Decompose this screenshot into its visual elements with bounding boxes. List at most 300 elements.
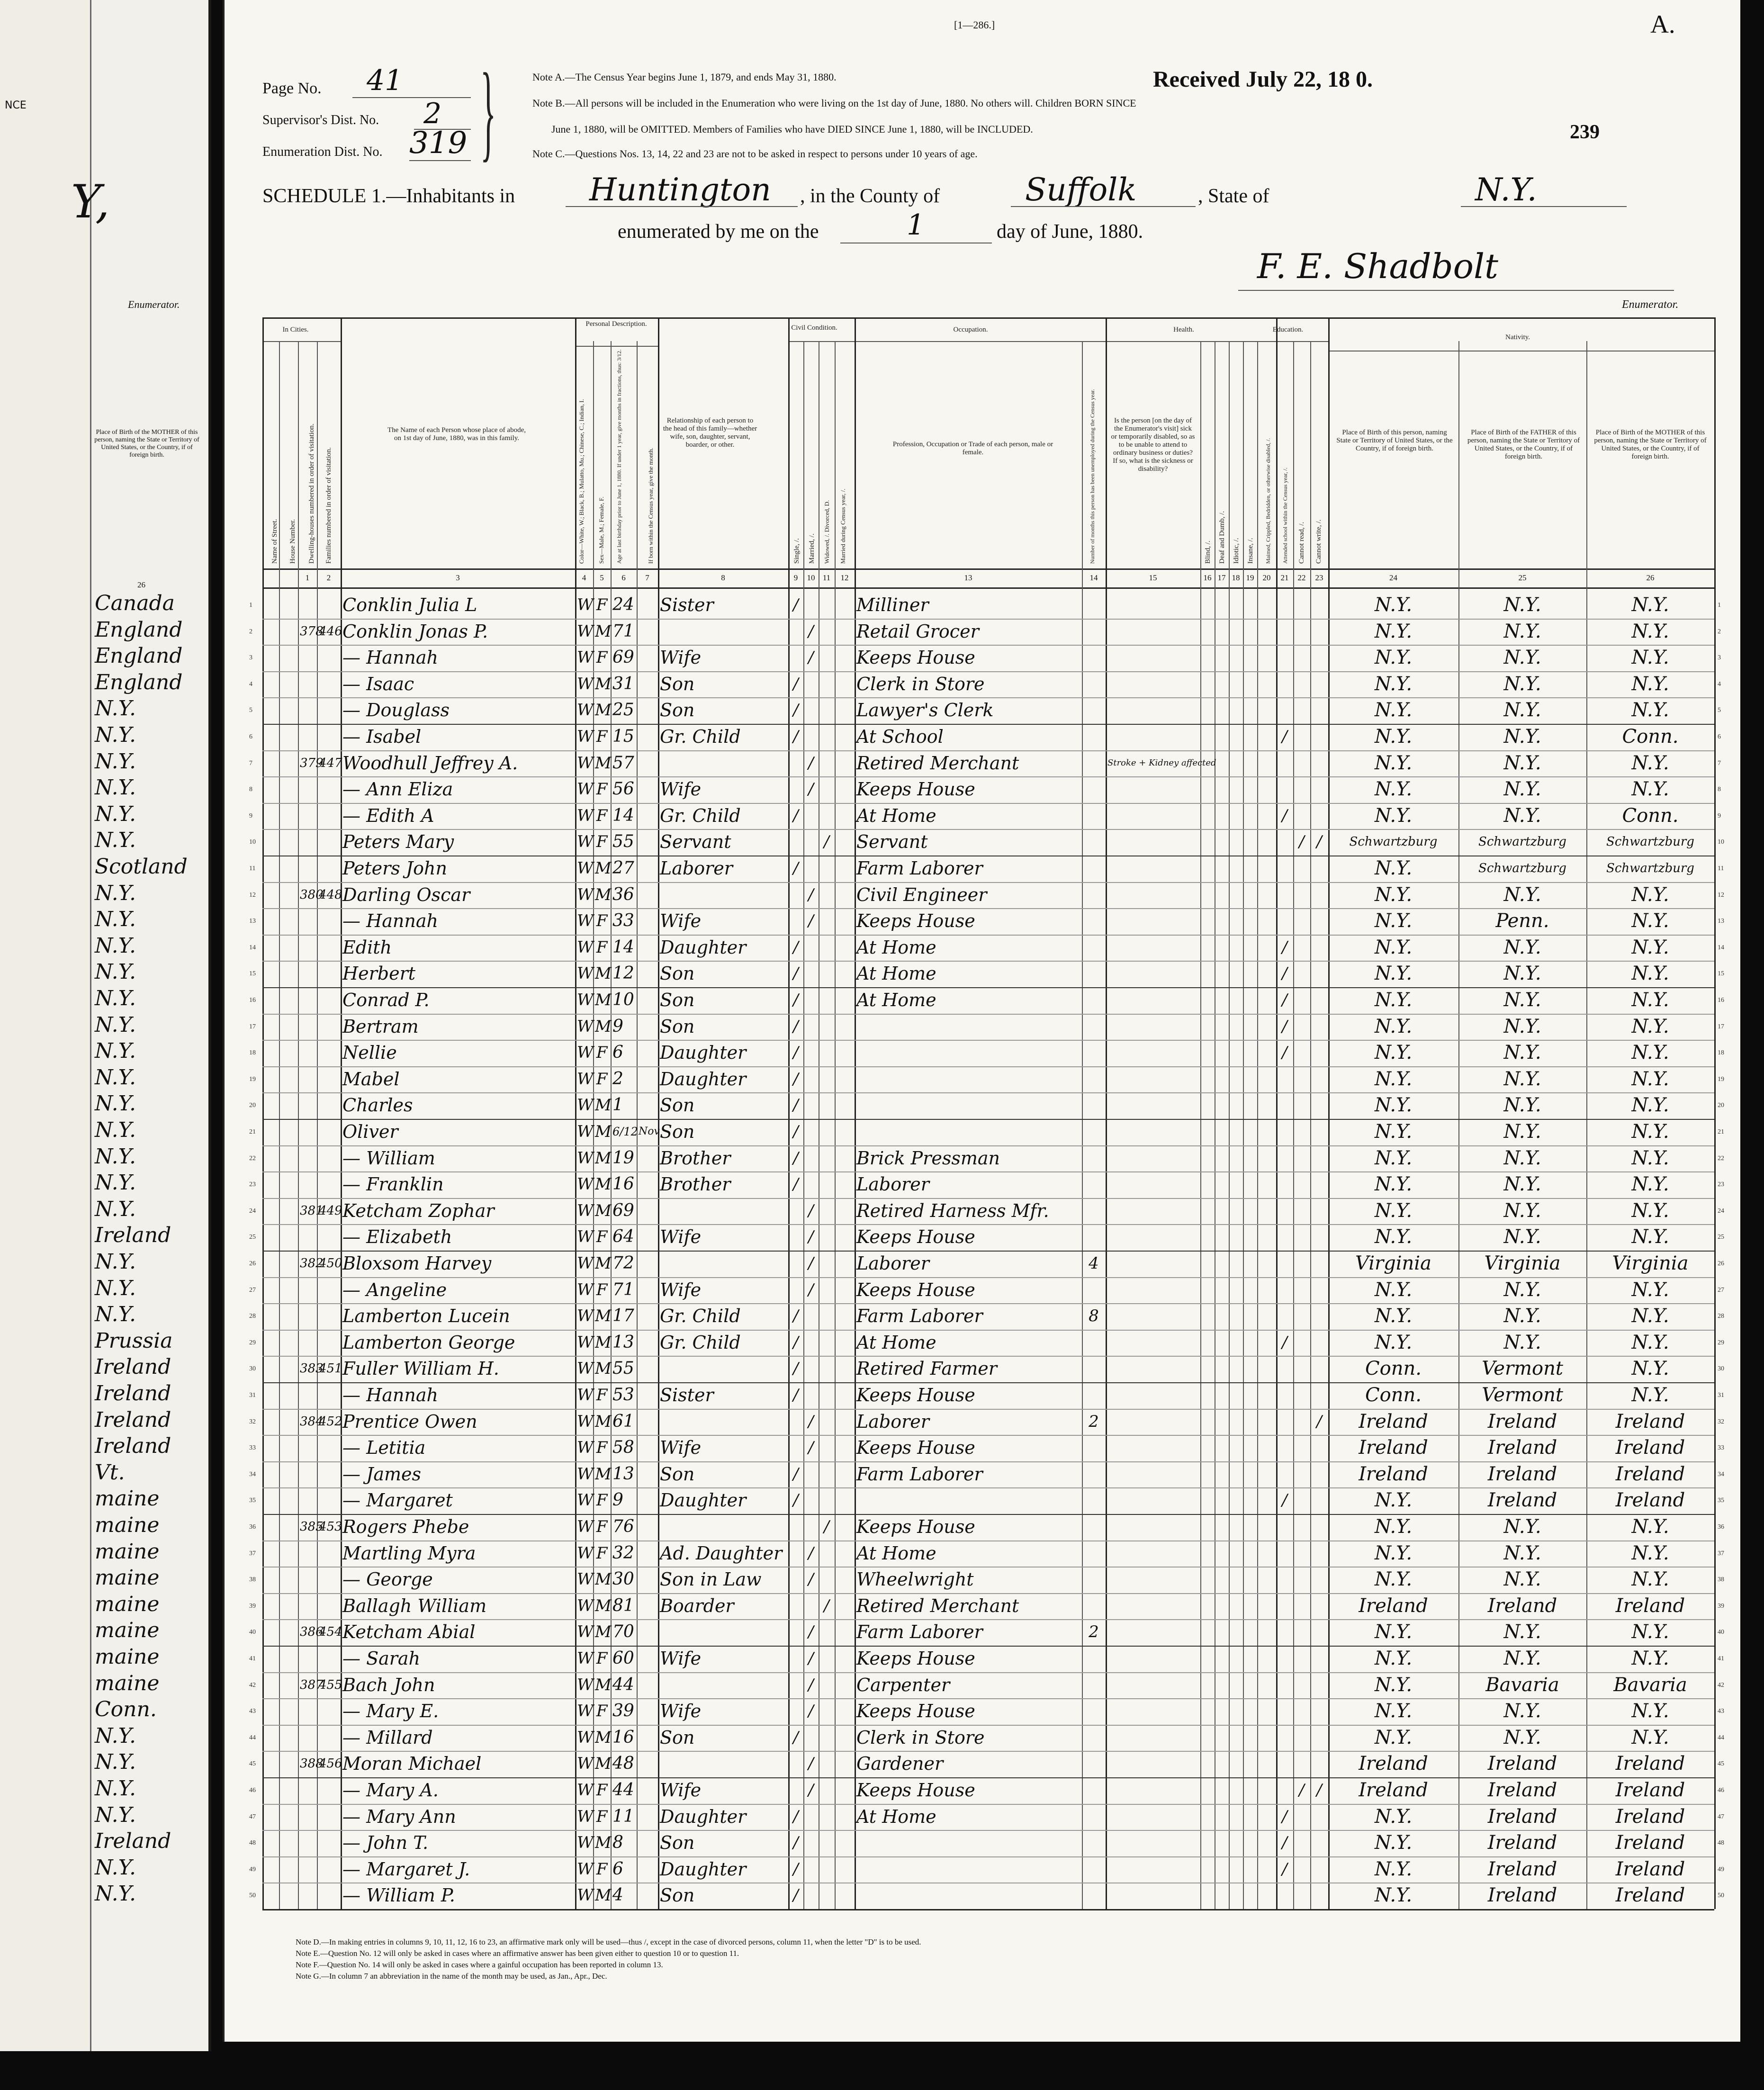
cell-col: W <box>577 1807 594 1826</box>
cell-sex: M <box>595 622 612 641</box>
cell-b: N.Y. <box>1374 1042 1413 1064</box>
column-number: 5 <box>600 573 604 582</box>
cell-sex: M <box>595 1017 612 1036</box>
cell-s: / <box>793 1043 799 1063</box>
cell-name: Rogers Phebe <box>342 1516 469 1537</box>
hdr-occupation: Occupation. <box>953 326 988 333</box>
cell-bf: N.Y. <box>1503 1121 1541 1143</box>
cell-sex: F <box>596 1280 608 1299</box>
column-rule-28 <box>1714 317 1716 1909</box>
cell-b: N.Y. <box>1374 1199 1413 1222</box>
column-number: 21 <box>1280 573 1289 582</box>
cell-age: 25 <box>612 700 634 720</box>
cell-b: N.Y. <box>1374 1279 1413 1301</box>
cell-sex: M <box>595 1359 612 1378</box>
cell-sex: F <box>596 595 608 614</box>
cell-bf: Ireland <box>1487 1805 1557 1828</box>
cell-m: / <box>808 911 814 931</box>
cell-col: W <box>577 1622 594 1642</box>
cell-name: Herbert <box>342 963 416 984</box>
cell-bf: Ireland <box>1487 1489 1557 1512</box>
cell-bm: N.Y. <box>1631 883 1669 906</box>
cell-sex: F <box>596 1649 608 1668</box>
cell-b: Ireland <box>1359 1437 1428 1459</box>
column-number: 20 <box>1262 573 1271 582</box>
cell-rel: Son <box>660 1885 695 1906</box>
cell-occ: Lawyer's Clerk <box>856 700 994 721</box>
cell-bm: N.Y. <box>1631 1279 1669 1301</box>
cell-cw: / <box>1316 1781 1322 1800</box>
cell-rel: Daughter <box>660 1042 747 1063</box>
cell-sex: M <box>595 885 612 904</box>
cell-fam: 450 <box>319 1256 342 1270</box>
cell-m: / <box>808 1227 814 1247</box>
column-number: 26 <box>1646 573 1655 582</box>
cell-bf: N.Y. <box>1503 1542 1541 1564</box>
cell-rel: Son <box>660 990 695 1010</box>
cell-bf: Ireland <box>1487 1437 1557 1459</box>
cell-sex: F <box>596 1807 608 1826</box>
cell-bf: N.Y. <box>1503 989 1541 1011</box>
cell-age: 27 <box>612 858 634 878</box>
cell-sex: M <box>595 1306 612 1326</box>
cell-occ: Laborer <box>856 1411 929 1432</box>
cell-col: W <box>577 1254 594 1273</box>
cell-bm: N.Y. <box>1631 989 1669 1011</box>
cell-occ: Retired Harness Mfr. <box>856 1200 1049 1221</box>
left-page-entry: N.Y. <box>95 1039 136 1063</box>
cell-name: — Mary E. <box>342 1701 439 1722</box>
row-number: 8 <box>249 786 252 793</box>
cell-sex: M <box>595 1096 612 1115</box>
cell-b: N.Y. <box>1374 1516 1413 1538</box>
cell-bf: N.Y. <box>1503 1621 1541 1643</box>
cell-cw: / <box>1316 1412 1322 1431</box>
cell-occ: At Home <box>856 937 936 958</box>
left-page-entry: England <box>95 670 183 694</box>
cell-rel: Wife <box>660 1279 702 1300</box>
cell-sch: / <box>1282 1043 1287 1063</box>
cell-sex: F <box>596 727 608 746</box>
cell-une: 2 <box>1089 1412 1099 1431</box>
cell-occ: Keeps House <box>856 647 975 668</box>
cell-name: Peters Mary <box>342 831 454 853</box>
cell-age: 81 <box>612 1595 634 1615</box>
cell-name: — Margaret <box>342 1490 453 1511</box>
cell-sch: / <box>1282 806 1287 825</box>
column-rule-10 <box>788 317 790 1909</box>
column-number: 1 <box>305 573 310 582</box>
left-page-entry: N.Y. <box>95 723 136 747</box>
cell-name: — Edith A <box>342 805 434 826</box>
left-page-entry: N.Y. <box>95 696 136 721</box>
cell-occ: Clerk in Store <box>856 1727 985 1748</box>
cell-rel: Son <box>660 1727 695 1748</box>
cell-s: / <box>793 727 799 746</box>
cell-sch: / <box>1282 1491 1287 1510</box>
cell-bm: N.Y. <box>1631 1121 1669 1143</box>
cell-bm: Virginia <box>1612 1252 1689 1274</box>
cell-name: Ballagh William <box>342 1595 487 1616</box>
cell-fam: 455 <box>319 1677 342 1692</box>
cell-rel: Son <box>660 1463 695 1485</box>
cell-rel: Brother <box>660 1174 731 1195</box>
left-page-edge <box>0 0 211 2051</box>
cell-age: 70 <box>612 1622 634 1642</box>
cell-name: — Hannah <box>342 647 438 668</box>
cell-b: N.Y. <box>1374 804 1413 827</box>
cell-bm: Ireland <box>1615 1858 1685 1880</box>
cell-s: / <box>793 1148 799 1168</box>
cell-sch: / <box>1282 1833 1287 1853</box>
cell-s: / <box>793 1859 799 1879</box>
left-page-entry: Prussia <box>95 1328 173 1353</box>
hdr-c16-blind: Blind, /. <box>1204 541 1212 564</box>
row-number: 16 <box>249 997 256 1004</box>
cell-b: N.Y. <box>1374 1542 1413 1564</box>
cell-rel: Boarder <box>660 1595 734 1616</box>
cell-bm: Ireland <box>1615 1437 1685 1459</box>
cell-sex: F <box>596 1069 608 1089</box>
cell-col: W <box>577 1333 594 1352</box>
hdr-c14-unemployed: Number of months this person has been unemployed during the Census year. <box>1089 389 1096 564</box>
row-number-right: 13 <box>1718 918 1724 925</box>
cell-col: W <box>577 1859 594 1879</box>
cell-s: / <box>793 674 799 694</box>
cell-sex: M <box>595 1728 612 1747</box>
cell-b: N.Y. <box>1374 594 1413 616</box>
cell-bf: N.Y. <box>1503 1568 1541 1591</box>
cell-bf: N.Y. <box>1503 1015 1541 1037</box>
cell-bf: N.Y. <box>1503 1516 1541 1538</box>
hdr-c9-single: Single, /. <box>793 538 801 564</box>
hdr-education: Education. <box>1272 326 1304 333</box>
cell-sex: F <box>596 832 608 852</box>
cell-b: N.Y. <box>1374 1726 1413 1748</box>
left-page-entry: N.Y. <box>95 1144 136 1169</box>
column-number: 19 <box>1246 573 1254 582</box>
cell-rel: Son <box>660 673 695 694</box>
cell-b: N.Y. <box>1374 1147 1413 1169</box>
cell-occ: Retired Merchant <box>856 1595 1019 1616</box>
cell-s: / <box>793 1728 799 1747</box>
cell-b: N.Y. <box>1374 963 1413 985</box>
cell-occ: At Home <box>856 1806 936 1827</box>
cell-rel: Daughter <box>660 1858 747 1880</box>
cell-col: W <box>577 859 594 878</box>
column-rule-14 <box>855 317 856 1909</box>
cell-age: 71 <box>612 1279 634 1299</box>
cell-sex: F <box>596 1043 608 1063</box>
row-number: 4 <box>249 680 252 688</box>
cell-s: / <box>793 1833 799 1853</box>
cell-age: 44 <box>612 1780 634 1800</box>
cell-bm: N.Y. <box>1631 1305 1669 1327</box>
cell-dw: 387 <box>300 1677 324 1692</box>
cell-s: / <box>793 1096 799 1115</box>
left-page-entry: N.Y. <box>95 1776 136 1801</box>
cell-b: Ireland <box>1359 1753 1428 1775</box>
cell-fam: 454 <box>319 1625 342 1640</box>
cell-m: / <box>808 1412 814 1431</box>
cell-age: 48 <box>612 1754 634 1774</box>
note-a: Note A.—The Census Year begins June 1, 1879, and ends May 31, 1880. <box>532 71 837 83</box>
cell-name: Conklin Julia L <box>342 595 477 615</box>
cell-col: W <box>577 1359 594 1378</box>
cell-name: Oliver <box>342 1121 398 1142</box>
left-page-entry: N.Y. <box>95 775 136 800</box>
column-number: 22 <box>1297 573 1306 582</box>
cell-name: — Isaac <box>342 673 414 694</box>
cell-m: / <box>808 780 814 799</box>
cell-bf: N.Y. <box>1503 620 1541 642</box>
cell-occ: At Home <box>856 963 936 984</box>
cell-bm: Conn. <box>1622 804 1679 827</box>
cell-b: N.Y. <box>1374 1305 1413 1327</box>
cell-col: W <box>577 991 594 1009</box>
row-number: 43 <box>249 1708 256 1715</box>
cell-occ: Carpenter <box>856 1674 950 1695</box>
county-name: Suffolk <box>1025 171 1137 208</box>
cell-occ: At Home <box>856 1542 936 1564</box>
cell-bf: Schwartzburg <box>1478 861 1566 875</box>
cell-occ: At School <box>856 726 944 747</box>
cell-bm: Schwartzburg <box>1606 861 1694 875</box>
cell-bm: N.Y. <box>1631 1726 1669 1748</box>
cell-sex: M <box>595 701 612 720</box>
hdr-c18-idiotic: Idiotic, /. <box>1233 538 1240 564</box>
row-number-right: 5 <box>1718 707 1721 714</box>
cell-s: / <box>793 806 799 825</box>
cell-bm: Schwartzburg <box>1606 835 1694 849</box>
hdr-c8-relationship: Relationship of each person to the head of this family—whether wife, son, daughter, servant, boarder, or other. <box>663 417 757 449</box>
cell-bm: Ireland <box>1615 1463 1685 1485</box>
cell-s: / <box>793 1359 799 1378</box>
column-rule-22 <box>1276 317 1278 1909</box>
cell-name: Fuller William H. <box>342 1358 499 1379</box>
row-number: 49 <box>249 1865 256 1873</box>
cell-dw: 382 <box>300 1256 324 1270</box>
cell-name: Mabel <box>342 1068 400 1090</box>
cell-dw: 385 <box>300 1520 324 1534</box>
cell-rel: Wife <box>660 1780 702 1801</box>
row-number: 39 <box>249 1602 256 1610</box>
cell-col: W <box>577 1754 594 1774</box>
cell-b: N.Y. <box>1374 1805 1413 1828</box>
column-number: 18 <box>1232 573 1240 582</box>
row-number: 2 <box>249 628 252 635</box>
left-page-entry: N.Y. <box>95 1302 136 1327</box>
cell-rel: Brother <box>660 1147 731 1169</box>
row-number-right: 45 <box>1718 1760 1724 1768</box>
cell-sex: F <box>596 1438 608 1458</box>
cell-sex: M <box>595 1464 612 1484</box>
cell-name: Conrad P. <box>342 990 430 1010</box>
cell-fam: 456 <box>319 1757 342 1771</box>
education-rule <box>1276 341 1328 342</box>
cell-age: 71 <box>612 621 634 641</box>
cell-col: W <box>577 727 594 746</box>
cell-bf: Ireland <box>1487 1463 1557 1485</box>
row-number-right: 47 <box>1718 1813 1724 1820</box>
cell-col: W <box>577 1543 594 1563</box>
hdr-c25-father-birthplace: Place of Birth of the FATHER of this person, naming the State or Territory of United States, or the Country, if of foreign birth. <box>1467 429 1580 460</box>
cell-col: W <box>577 1886 594 1905</box>
cell-bf: N.Y. <box>1503 963 1541 985</box>
cell-col: W <box>577 832 594 852</box>
cell-name: — Sarah <box>342 1648 421 1669</box>
cell-rel: Son <box>660 1832 695 1854</box>
cell-bm: N.Y. <box>1631 1568 1669 1591</box>
row-number: 37 <box>249 1549 256 1557</box>
column-number: 9 <box>793 573 798 582</box>
cell-col: W <box>577 595 594 614</box>
footer-note-f: Note F.—Question No. 14 will only be asked in cases where a gainful occupation has been reported in column 13. <box>296 1960 663 1969</box>
hdr-c20-maimed: Maimed, Crippled, Bedridden, or otherwise disabled, /. <box>1265 438 1271 564</box>
row-number-right: 12 <box>1718 891 1724 899</box>
row-number: 5 <box>249 707 252 714</box>
column-number: 23 <box>1315 573 1323 582</box>
cell-bf: N.Y. <box>1503 594 1541 616</box>
cell-b: Ireland <box>1359 1595 1428 1617</box>
cell-bm: N.Y. <box>1631 594 1669 616</box>
cell-occ: Laborer <box>856 1253 929 1274</box>
cell-sex: M <box>595 1754 612 1774</box>
cell-age: 16 <box>612 1174 634 1194</box>
cell-sex: M <box>595 1596 612 1615</box>
cell-bf: Ireland <box>1487 1884 1557 1907</box>
cell-m: / <box>808 1438 814 1458</box>
left-page-entry: Ireland <box>95 1434 171 1459</box>
left-page-entry: N.Y. <box>95 1750 136 1775</box>
page-no-label: Page No. <box>262 80 322 97</box>
cell-col: W <box>577 1227 594 1247</box>
cell-s: / <box>793 1175 799 1194</box>
hdr-c23-cannot-write: Cannot write, /. <box>1315 519 1323 564</box>
cell-col: W <box>577 937 594 957</box>
cell-age: 6 <box>612 1043 623 1063</box>
row-number: 10 <box>249 838 256 846</box>
cell-name: Martling Myra <box>342 1542 476 1564</box>
cell-m: / <box>808 1754 814 1774</box>
cell-age: 64 <box>612 1227 634 1247</box>
cell-dw: 384 <box>300 1414 324 1429</box>
cell-dw: 386 <box>300 1625 324 1640</box>
cell-une: 4 <box>1089 1254 1099 1273</box>
cell-name: — Letitia <box>342 1437 426 1459</box>
cell-age: 24 <box>612 595 634 614</box>
cell-bm: N.Y. <box>1631 1015 1669 1037</box>
cell-rel: Ad. Daughter <box>660 1542 783 1564</box>
cell-bf: N.Y. <box>1503 1068 1541 1090</box>
state-label: , State of <box>1198 185 1269 207</box>
row-number-right: 18 <box>1718 1049 1724 1057</box>
note-c: Note C.—Questions Nos. 13, 14, 22 and 23 are not to be asked in respect to persons under 10 years of age. <box>532 148 978 160</box>
cell-bf: N.Y. <box>1503 1199 1541 1222</box>
enumeration-dist-value: 319 <box>409 126 468 161</box>
row-number-right: 48 <box>1718 1839 1724 1847</box>
cell-fam: 451 <box>319 1361 342 1376</box>
cell-name: Nellie <box>342 1042 397 1063</box>
cell-bf: N.Y. <box>1503 1042 1541 1064</box>
cell-s: / <box>793 1386 799 1405</box>
hdr-personal: Personal Description. <box>585 320 647 328</box>
row-number: 35 <box>249 1497 256 1504</box>
row-number: 41 <box>249 1655 256 1662</box>
occupation-rule <box>855 341 1106 342</box>
cell-name: — Douglass <box>342 700 450 721</box>
cell-sex: M <box>595 1254 612 1273</box>
cell-m: / <box>808 1254 814 1273</box>
cell-b: N.Y. <box>1374 1331 1413 1353</box>
enumerator-label: Enumerator. <box>1622 298 1679 311</box>
cell-bm: N.Y. <box>1631 1094 1669 1117</box>
cell-occ: Keeps House <box>856 1385 975 1405</box>
cell-col: W <box>577 1201 594 1220</box>
left-page-entry: N.Y. <box>95 1276 136 1300</box>
cell-b: N.Y. <box>1374 1015 1413 1037</box>
cell-sch: / <box>1282 991 1287 1009</box>
cell-bf: N.Y. <box>1503 936 1541 958</box>
cell-col: W <box>577 1596 594 1615</box>
cell-sch: / <box>1282 937 1287 957</box>
cell-b: Schwartzburg <box>1349 835 1438 849</box>
cell-fam: 446 <box>319 624 342 639</box>
row-number: 13 <box>249 918 256 925</box>
cell-age: 16 <box>612 1727 634 1747</box>
cell-col: W <box>577 1728 594 1747</box>
cell-age: 14 <box>612 937 634 957</box>
footer-note-g: Note G.—In column 7 an abbreviation in the name of the month may be used, as Jan., Apr., Dec. <box>296 1972 607 1981</box>
row-number: 28 <box>249 1313 256 1320</box>
left-page-entry: N.Y. <box>95 1091 136 1116</box>
cell-occ: Milliner <box>856 595 929 615</box>
cell-occ: Keeps House <box>856 1279 975 1300</box>
cell-rel: Wife <box>660 647 702 668</box>
cell-b: N.Y. <box>1374 1621 1413 1643</box>
cell-born: Nov <box>639 1126 660 1137</box>
left-page-enumerator-label: Enumerator. <box>128 298 180 310</box>
column-number: 8 <box>721 573 725 582</box>
row-number-right: 35 <box>1718 1497 1724 1504</box>
cell-s: / <box>793 1464 799 1484</box>
left-page-entry: N.Y. <box>95 1802 136 1827</box>
cell-occ: Keeps House <box>856 1701 975 1722</box>
row-number-right: 41 <box>1718 1655 1724 1662</box>
cell-occ: Keeps House <box>856 779 975 800</box>
cell-sex: M <box>595 1886 612 1905</box>
row-number-right: 7 <box>1718 759 1721 767</box>
cell-rel: Gr. Child <box>660 726 741 747</box>
in-cities-rule <box>262 341 341 342</box>
cell-sex: F <box>596 1702 608 1721</box>
supervisor-dist-label: Supervisor's Dist. No. <box>262 113 379 127</box>
cell-bm: N.Y. <box>1631 1173 1669 1196</box>
hdr-c19-insane: Insane, /. <box>1247 538 1254 564</box>
column-number: 24 <box>1389 573 1397 582</box>
column-rule-25 <box>1328 317 1330 1909</box>
row-number: 24 <box>249 1207 256 1215</box>
cell-bf: N.Y. <box>1503 699 1541 721</box>
cell-age: 13 <box>612 1464 634 1484</box>
cell-occ: Laborer <box>856 1174 929 1195</box>
supervisor-dist-value: 2 <box>423 97 442 130</box>
hdr-c3-name: The Name of each Person whose place of abode, on 1st day of June, 1880, was in this family. <box>387 426 526 442</box>
cell-col: W <box>577 622 594 641</box>
cell-col: W <box>577 1438 594 1458</box>
cell-name: — Hannah <box>342 910 438 932</box>
cell-rel: Wife <box>660 1701 702 1722</box>
